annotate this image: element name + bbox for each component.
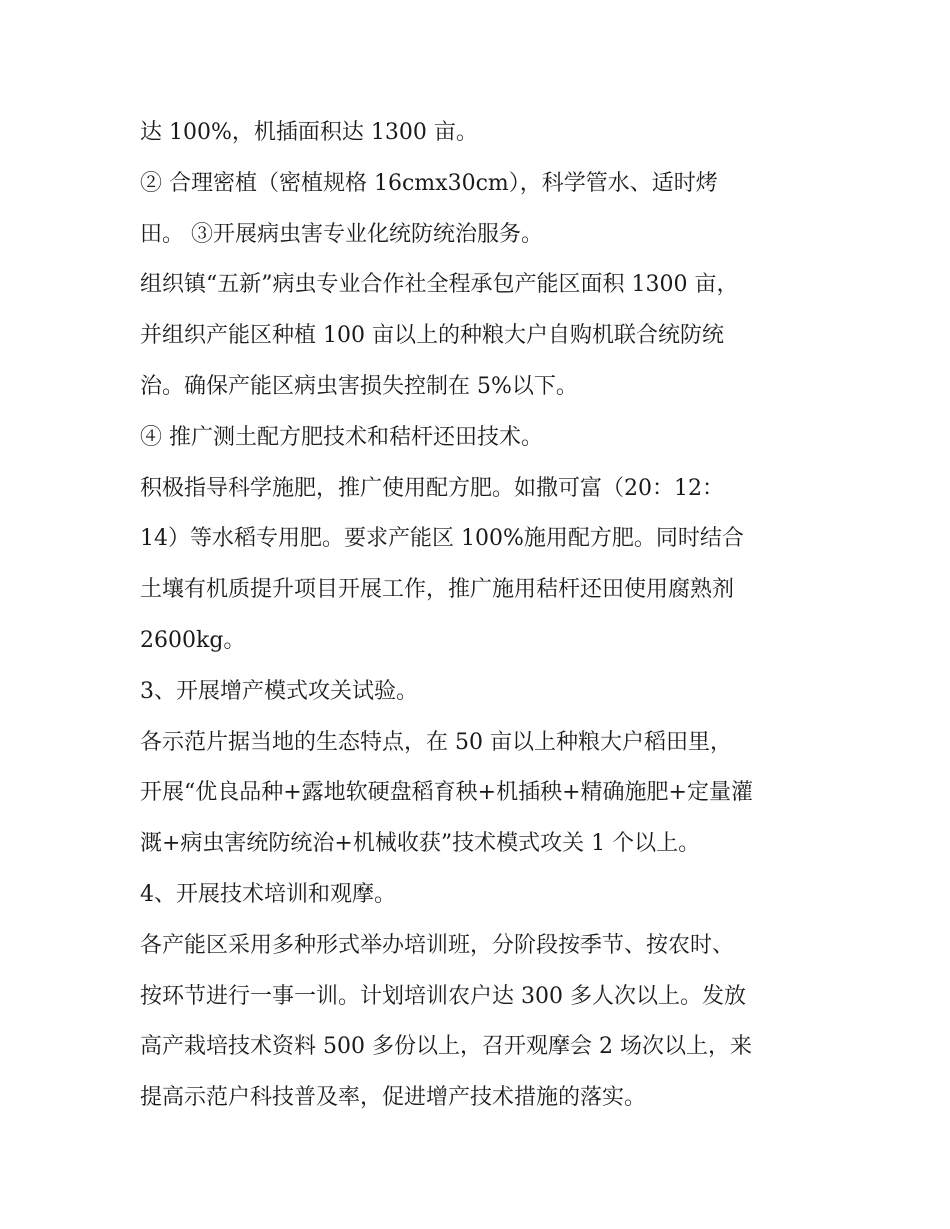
text-line: 开展“优良品种+露地软硬盘稻育秧+机插秧+精确施肥+定量灌 (140, 780, 753, 806)
text-line: ④ 推广测土配方肥技术和秸杆还田技术。 (140, 424, 543, 450)
text-line: 土壤有机质提升项目开展工作，推广施用秸杆还田使用腐熟剂 (140, 577, 735, 603)
text-line: 并组织产能区种植 100 亩以上的种粮大户自购机联合统防统 (140, 323, 724, 349)
text-line: 各示范片据当地的生态特点，在 50 亩以上种粮大户稻田里， (140, 729, 732, 755)
text-line: 提高示范户科技普及率，促进增产技术措施的落实。 (140, 1085, 647, 1111)
text-line: 积极指导科学施肥，推广使用配方肥。如撒可富（20：12： (140, 475, 724, 501)
text-line: 治。确保产能区病虫害损失控制在 5%以下。 (140, 373, 578, 399)
text-line: 各产能区采用多种形式举办培训班，分阶段按季节、按农时、 (140, 932, 735, 958)
section-heading: 4、开展技术培训和观摩。 (140, 881, 396, 907)
text-line: 2600kg。 (140, 627, 246, 653)
text-line: 达 100%，机插面积达 1300 亩。 (140, 120, 478, 145)
text-line: 14）等水稻专用肥。要求产能区 100%施用配方肥。同时结合 (140, 526, 744, 552)
text-line: 溉+病虫害统防统治+机械收获”技术模式攻关 1 个以上。 (140, 831, 701, 857)
text-line: 按环节进行一事一训。计划培训农户达 300 多人次以上。发放 (140, 983, 746, 1009)
text-line: 组织镇“五新”病虫专业合作社全程承包产能区面积 1300 亩， (140, 272, 739, 298)
text-line: 高产栽培技术资料 500 多份以上，召开观摩会 2 场次以上，来 (140, 1034, 752, 1060)
text-line: 田。 ③开展病虫害专业化统防统治服务。 (140, 221, 543, 247)
document-body (140, 108, 830, 1124)
text-line: ② 合理密植（密植规格 16cmx30cm），科学管水、适时烤 (140, 170, 718, 196)
section-heading: 3、开展增产模式攻关试验。 (140, 678, 418, 704)
